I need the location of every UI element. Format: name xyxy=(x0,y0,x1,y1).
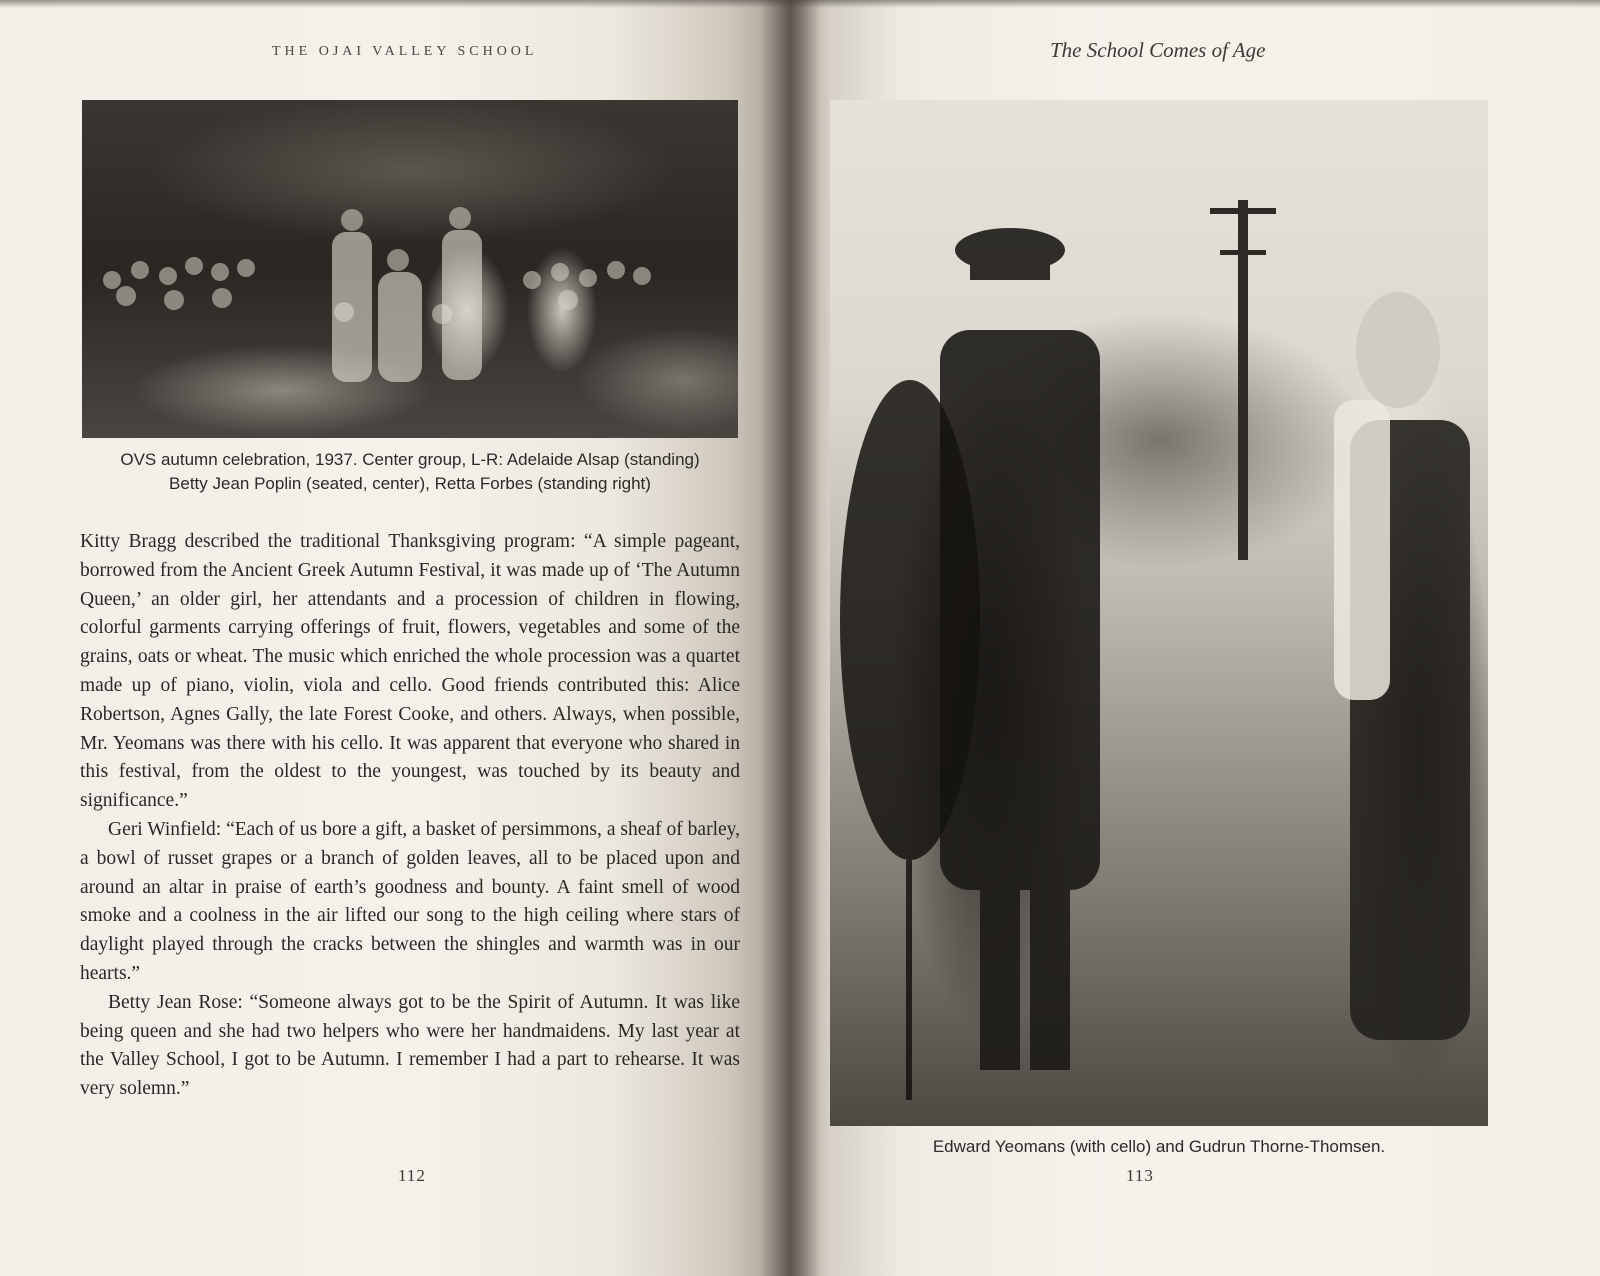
caption-line-2: Betty Jean Poplin (seated, center), Retta Forbes (standing right) xyxy=(169,474,651,493)
left-page xyxy=(0,0,790,1276)
photo-caption-left xyxy=(82,448,738,496)
top-edge-shadow xyxy=(0,0,1600,8)
paragraph-betty-jean-rose: Betty Jean Rose: “Someone always got to be the Spirit of Autumn. It was like being queen and she had two helpers who were her handmaidens. My last year at the Valley School, I got to be Autumn. I remember I had a part to rehearse. It was very solemn.” xyxy=(80,991,740,1100)
right-page xyxy=(790,0,1600,1276)
paragraph-geri-winfield: Geri Winfield: “Each of us bore a gift, a basket of persimmons, a sheaf of barley, a bowl of russet grapes or a branch of golden leaves, all to be placed upon and around an altar in praise of earth’s goodness and bounty. A faint smell of wood smoke and a coolness in the air lifted our song to the high ceiling where stars of daylight played through the cracks between the shingles and warmth was in our hearts.” xyxy=(80,818,740,984)
paragraph-kitty-bragg: Kitty Bragg described the traditional Thanksgiving program: “A simple pageant, borrowed from the Ancient Greek Autumn Festival, it was made up of ‘The Autumn Queen,’ an older girl, her attendants and a procession of children in flowing, colorful garments carrying offerings of fruit, flowers, vegetables and some of the grains, oats or wheat. The music which enriched the whole procession was a quartet made up of piano, violin, viola and cello. Good friends contributed this: Alice Robertson, Agnes Gally, the late Forest Cooke, and others. Always, when possible, Mr. Yeomans was there with his cello. It was apparent that everyone who shared in this festival, from the oldest to the youngest, was touched by its beauty and significance.” xyxy=(80,531,740,812)
caption-line-1: OVS autumn celebration, 1937. Center group, L-R: Adelaide Alsap (standing) xyxy=(120,450,700,469)
photo-caption-right: Edward Yeomans (with cello) and Gudrun Thorne-Thomsen. xyxy=(932,1137,1386,1156)
photo-figures xyxy=(82,100,738,438)
page-number-right: 113 xyxy=(1126,1166,1154,1185)
photo-figures-right xyxy=(830,100,1488,1126)
autumn-celebration-photo xyxy=(82,100,738,438)
running-head-left: THE OJAI VALLEY SCHOOL xyxy=(272,44,538,59)
running-head-right: The School Comes of Age xyxy=(1050,38,1266,62)
body-text xyxy=(80,528,740,1104)
yeomans-thorne-thomsen-photo xyxy=(830,100,1488,1126)
page-number-left: 112 xyxy=(398,1166,426,1185)
